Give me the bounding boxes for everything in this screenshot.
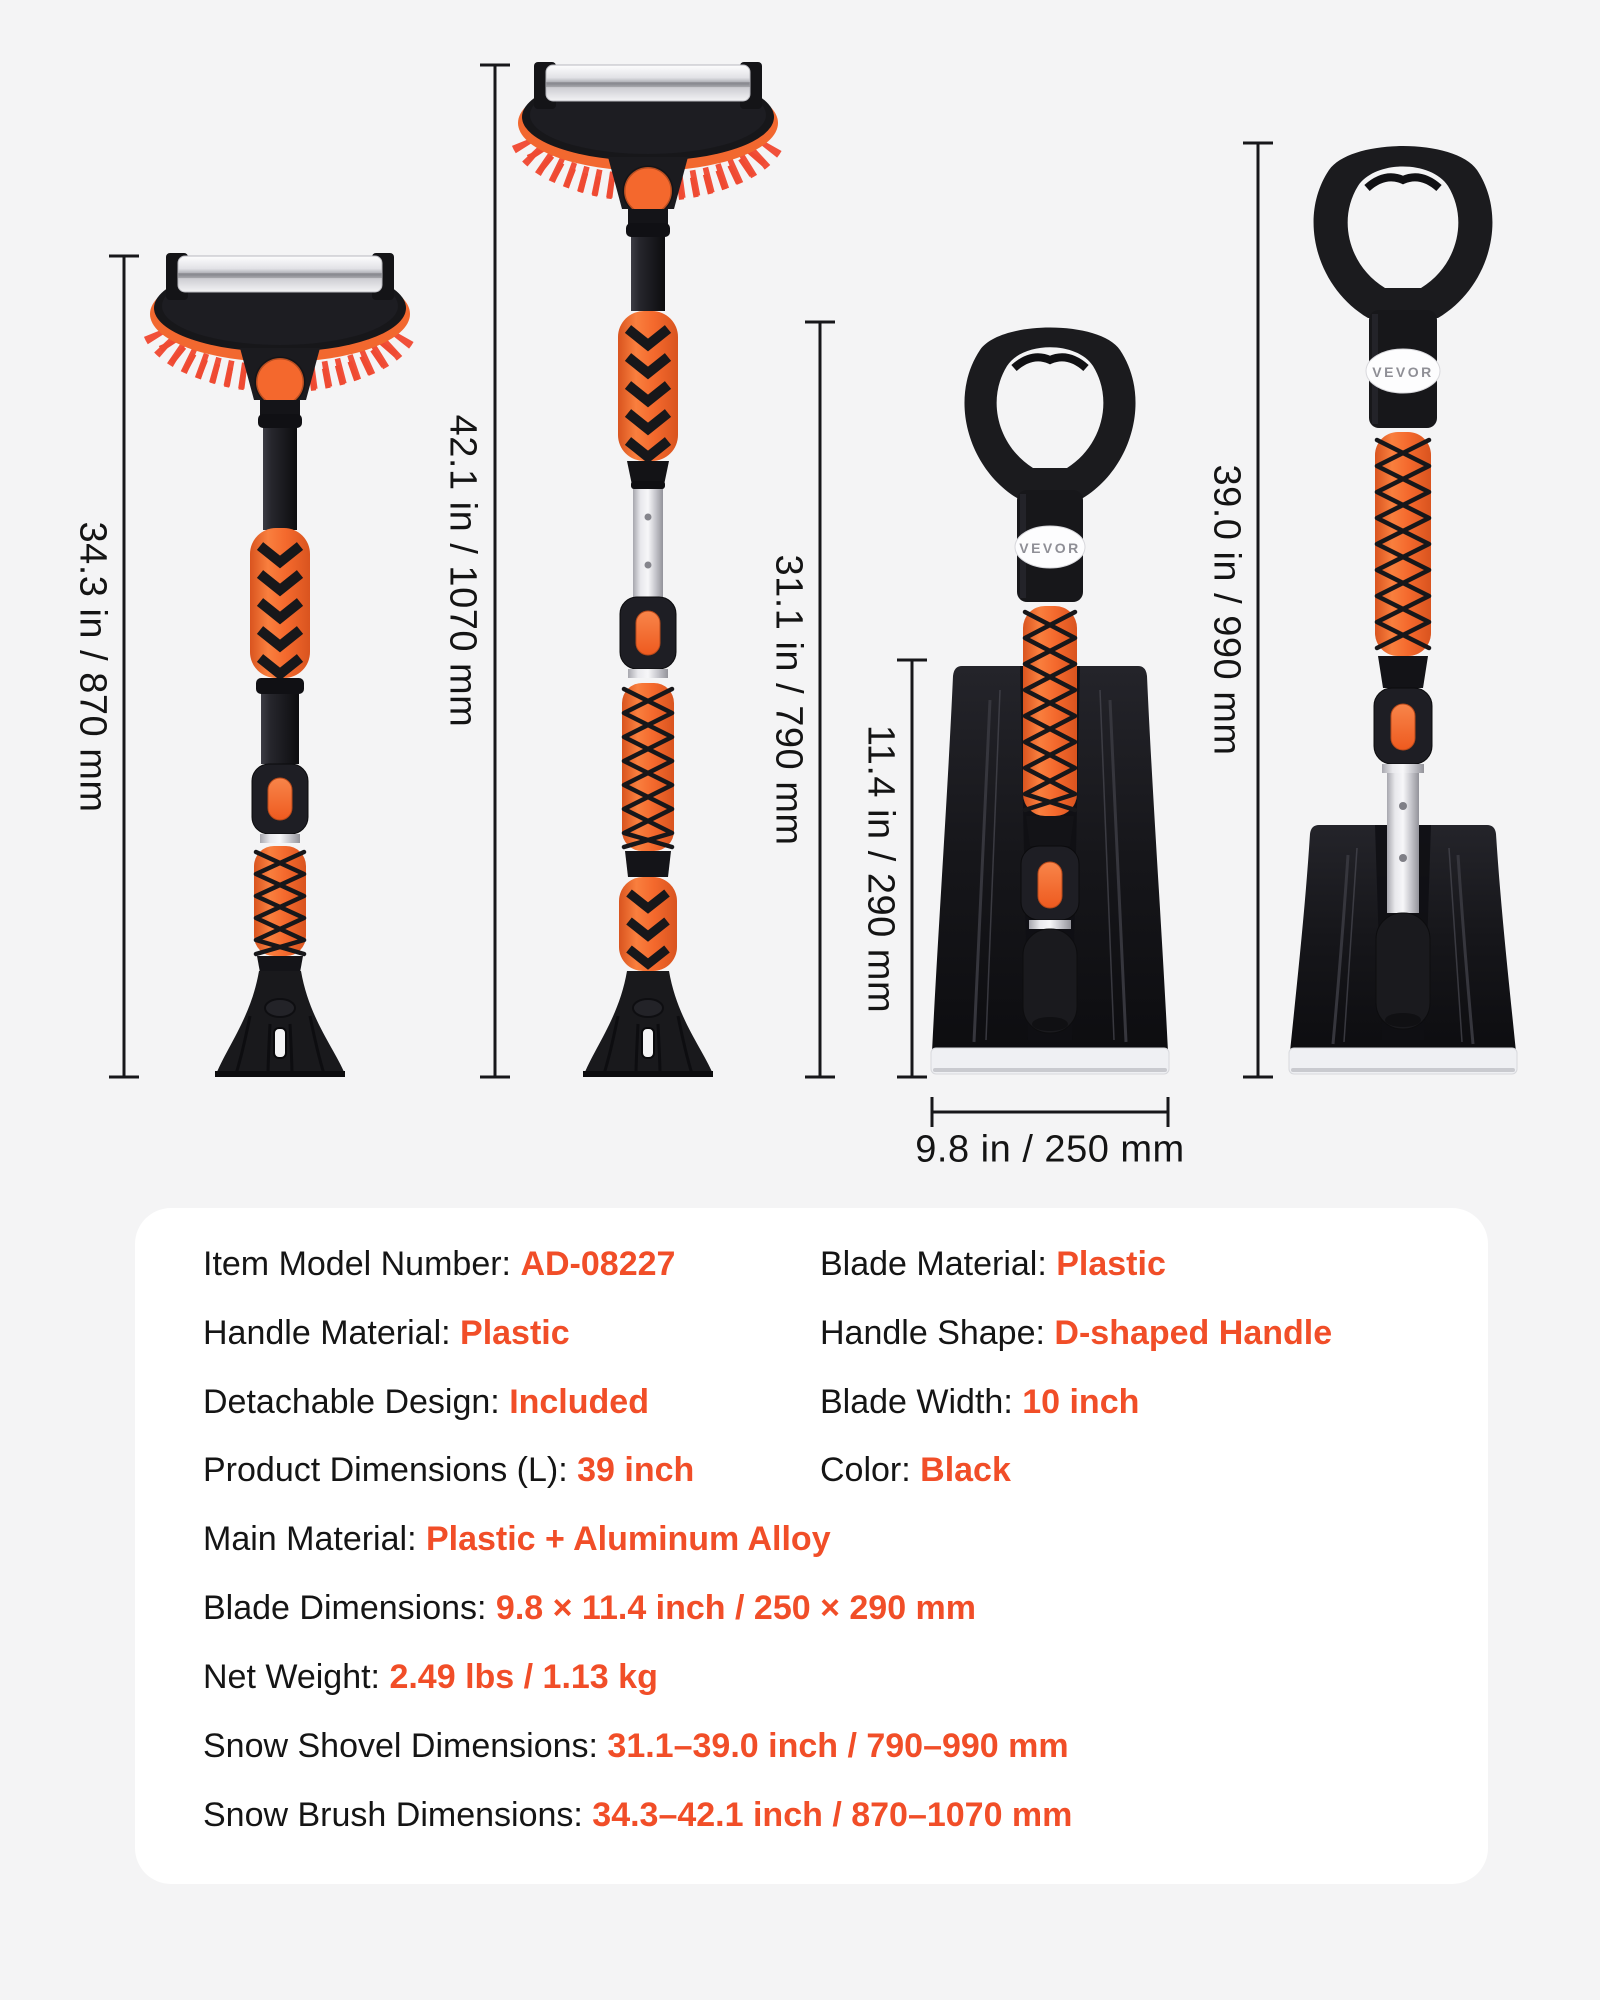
spec-value: 34.3–42.1 inch / 870–1070 mm xyxy=(592,1796,1073,1834)
aluminum-tube xyxy=(1387,773,1419,913)
dim-label-shovel-extended: 39.0 in / 990 mm xyxy=(1205,464,1248,756)
spec-value: 2.49 lbs / 1.13 kg xyxy=(389,1658,658,1696)
spec-value: 39 inch xyxy=(577,1451,695,1489)
spec-snow-brush-dimensions xyxy=(203,1792,1072,1838)
blade-socket xyxy=(1376,913,1430,1029)
spec-value: AD-08227 xyxy=(520,1245,676,1283)
spec-value: Plastic xyxy=(460,1314,570,1352)
snow-brush-extended xyxy=(518,62,778,1077)
spec-label: Handle Shape: xyxy=(820,1314,1055,1352)
spec-panel xyxy=(135,1208,1488,1884)
ice-scraper xyxy=(215,971,345,1077)
spec-blade-dimensions xyxy=(203,1585,976,1631)
spec-label: Color: xyxy=(820,1451,921,1489)
dim-line-shovel-collapsed xyxy=(805,322,835,1077)
snow-brush-collapsed xyxy=(150,253,410,1077)
d-handle xyxy=(964,328,1135,499)
spec-blade-width xyxy=(820,1379,1139,1425)
dim-line-brush-collapsed xyxy=(109,256,139,1077)
snow-shovel-extended xyxy=(1289,146,1517,1074)
spec-label: Blade Width: xyxy=(820,1383,1023,1421)
lock-button xyxy=(1391,704,1415,750)
ice-scraper xyxy=(583,971,713,1077)
spec-value: D-shaped Handle xyxy=(1054,1314,1333,1352)
spec-value: 9.8 × 11.4 inch / 250 × 290 mm xyxy=(495,1589,977,1627)
dim-line-shovel-extended xyxy=(1243,143,1273,1077)
spec-blade-material xyxy=(820,1241,1166,1287)
spec-handle-material xyxy=(203,1310,570,1356)
spec-product-dimensions xyxy=(203,1447,694,1493)
spec-label: Handle Material: xyxy=(203,1314,461,1352)
snow-shovel-collapsed xyxy=(931,328,1169,1075)
foam-wrap-grip xyxy=(1375,432,1431,656)
dim-line-blade-width xyxy=(932,1097,1168,1127)
spec-value: Included xyxy=(509,1383,649,1421)
brand-badge-text: VEVOR xyxy=(1019,540,1081,556)
aluminum-tube xyxy=(633,485,663,597)
spec-label: Detachable Design: xyxy=(203,1383,510,1421)
dim-label-shovel-collapsed: 31.1 in / 790 mm xyxy=(767,554,810,846)
lock-button xyxy=(636,611,660,655)
spec-label: Item Model Number: xyxy=(203,1245,521,1283)
spec-label: Blade Dimensions: xyxy=(203,1589,496,1627)
spec-value: Plastic + Aluminum Alloy xyxy=(425,1520,831,1558)
spec-label: Blade Material: xyxy=(820,1245,1057,1283)
brand-badge-text: VEVOR xyxy=(1372,364,1434,380)
spec-label: Snow Shovel Dimensions: xyxy=(203,1727,608,1765)
spec-label: Net Weight: xyxy=(203,1658,390,1696)
spec-label: Snow Brush Dimensions: xyxy=(203,1796,593,1834)
dim-label-brush-extended: 42.1 in / 1070 mm xyxy=(441,414,484,728)
spec-value: 10 inch xyxy=(1022,1383,1140,1421)
spec-label: Product Dimensions (L): xyxy=(203,1451,578,1489)
spec-main-material xyxy=(203,1516,831,1562)
lock-button xyxy=(1038,862,1062,908)
d-handle xyxy=(1314,146,1493,318)
spec-net-weight xyxy=(203,1654,658,1700)
spec-label: Main Material: xyxy=(203,1520,426,1558)
spec-item-model-number xyxy=(203,1241,675,1287)
dim-line-blade-height xyxy=(897,660,927,1077)
dim-label-blade-width: 9.8 in / 250 mm xyxy=(915,1128,1185,1171)
spec-value: 31.1–39.0 inch / 790–990 mm xyxy=(607,1727,1069,1765)
dim-line-brush-extended xyxy=(480,65,510,1077)
spec-handle-shape xyxy=(820,1310,1332,1356)
spec-value: Black xyxy=(920,1451,1011,1489)
spec-color xyxy=(820,1447,1011,1493)
spec-value: Plastic xyxy=(1056,1245,1166,1283)
spec-snow-shovel-dimensions xyxy=(203,1723,1069,1769)
dim-label-blade-height: 11.4 in / 290 mm xyxy=(859,724,902,1014)
spec-detachable-design xyxy=(203,1379,649,1425)
dim-label-brush-collapsed: 34.3 in / 870 mm xyxy=(71,521,114,813)
lock-button xyxy=(268,778,292,820)
